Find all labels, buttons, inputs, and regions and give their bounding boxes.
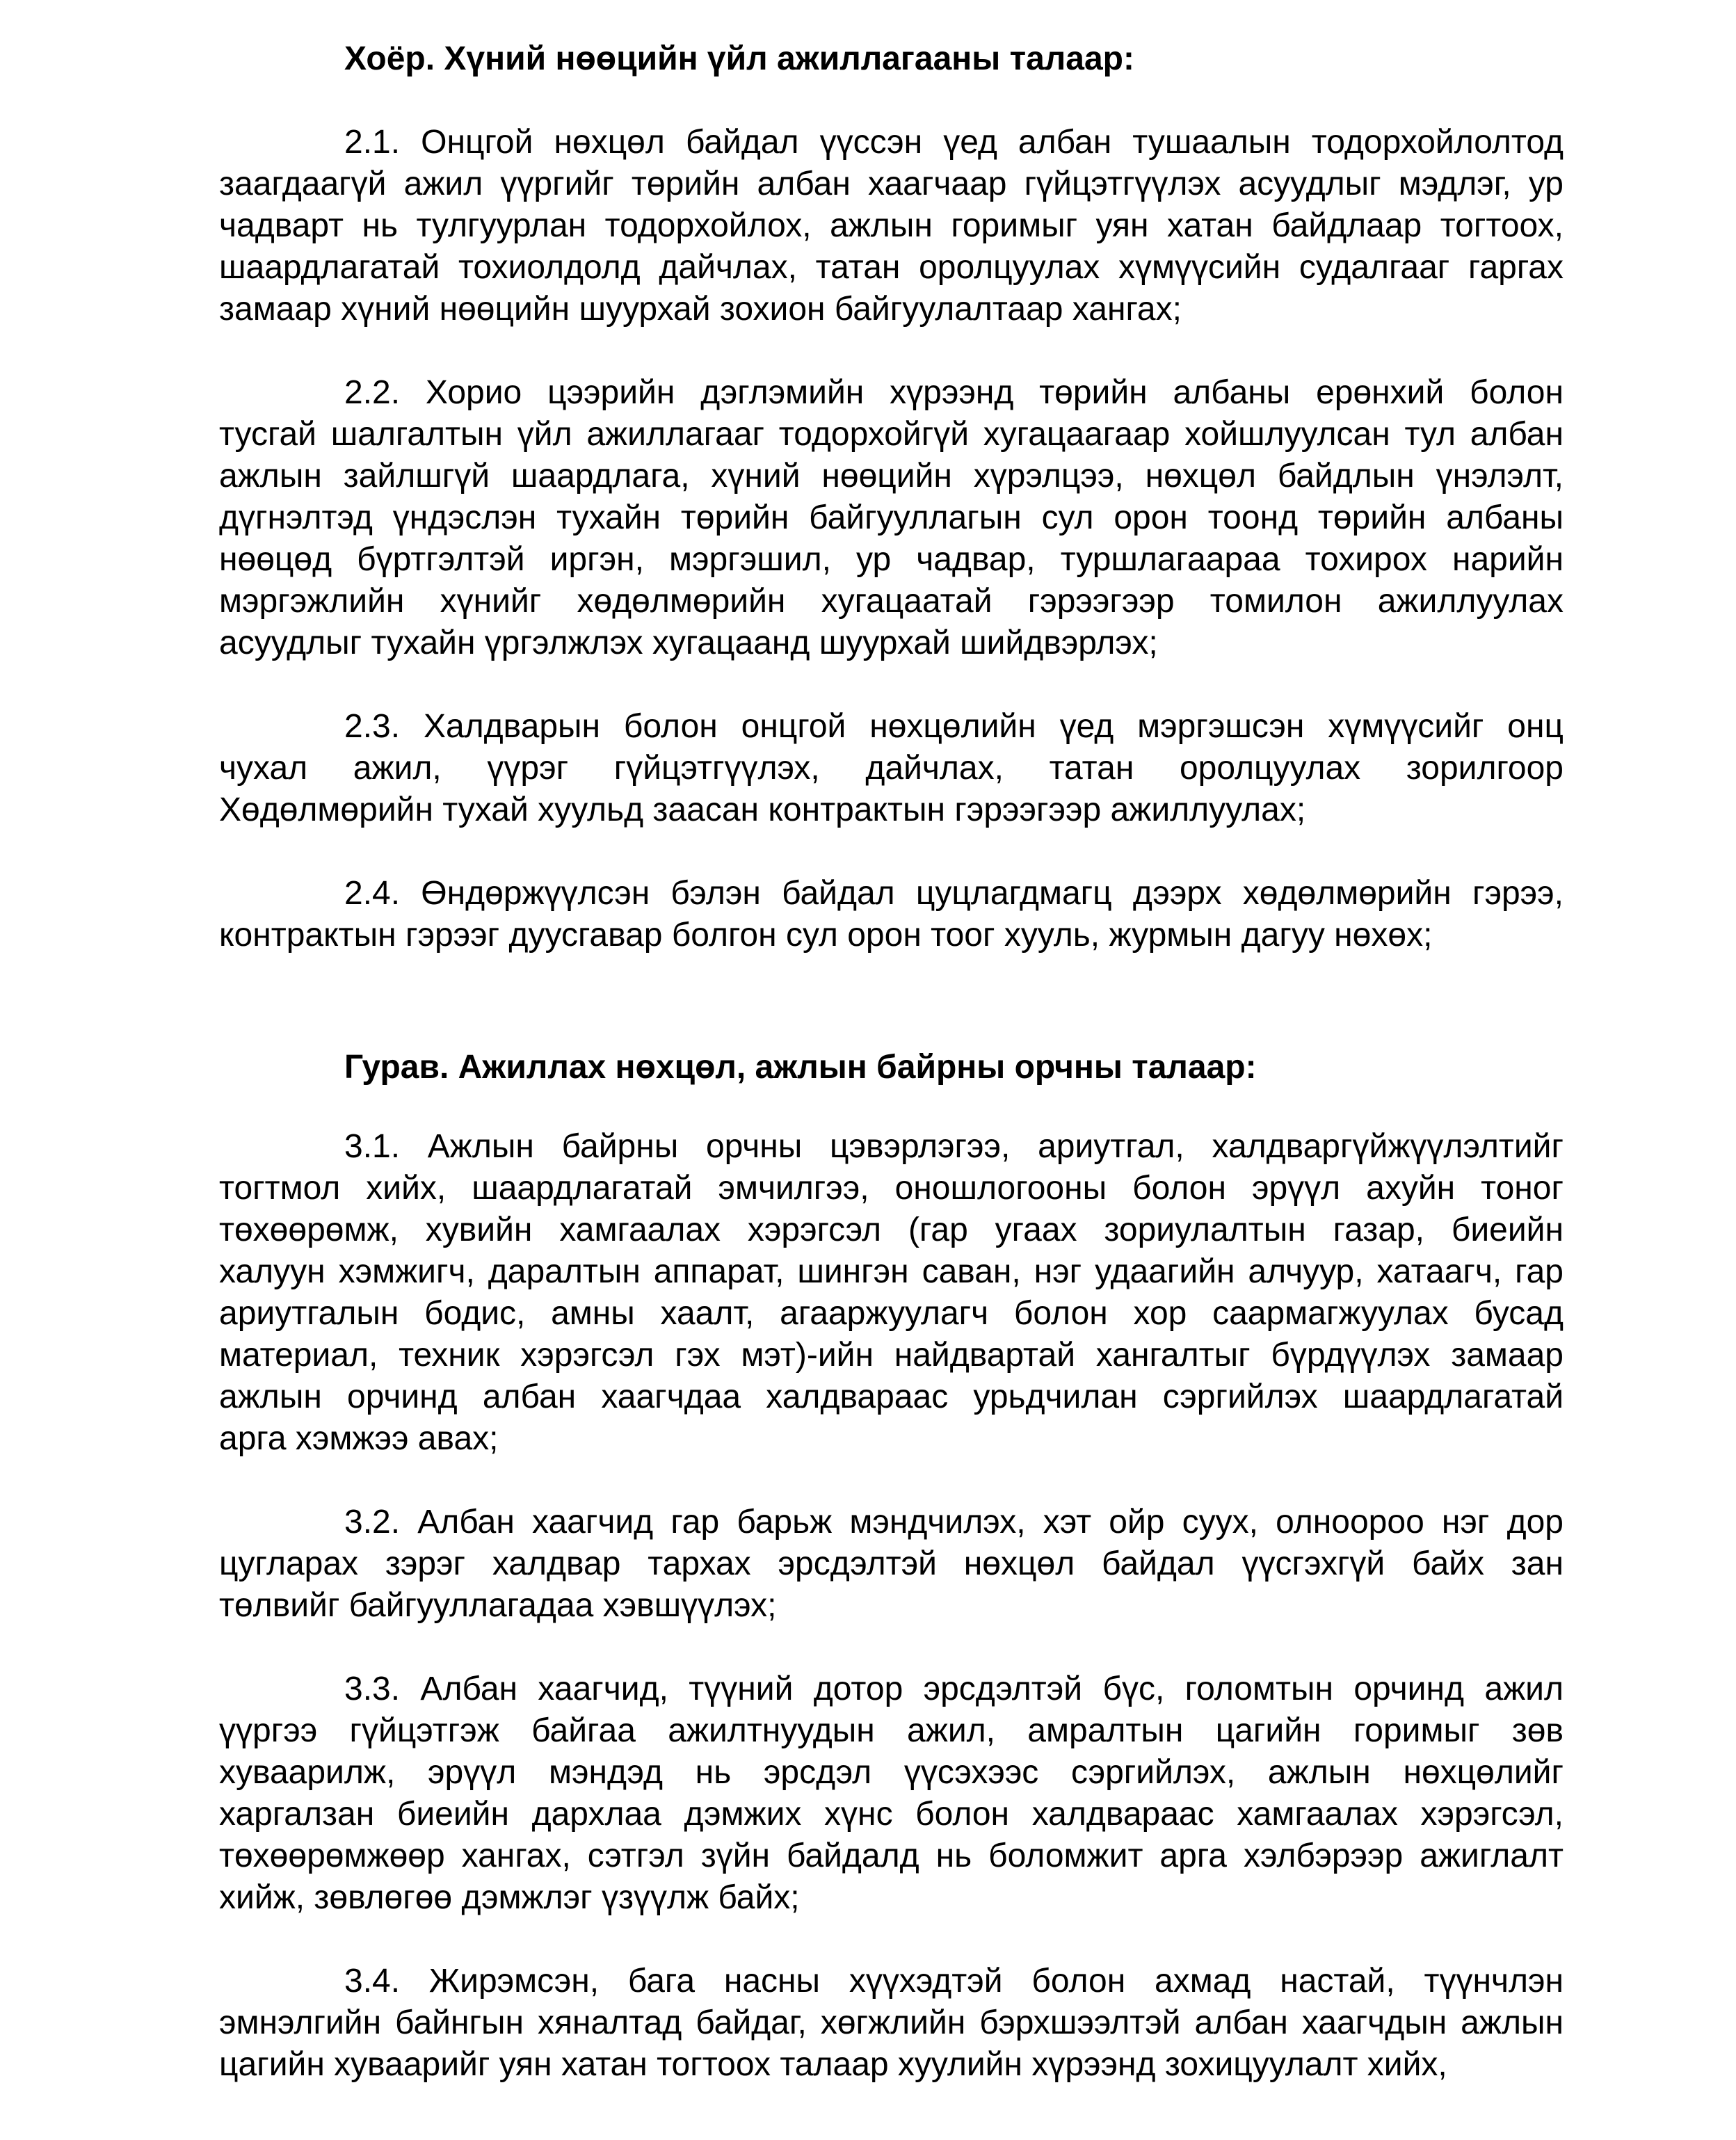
paragraph-line: төхөөрөмжөөр хангах, сэтгэл зүйн байдалд нь боломжит арга хэлбэрээр ажиглалт — [219, 1837, 1564, 1874]
section-two — [219, 0, 1564, 956]
section-heading: Хоёр. Хүний нөөцийн үйл ажиллагааны талаар: — [344, 40, 1134, 77]
paragraph-line: материал, техник хэрэгсэл гэх мэт)-ийн найдвартай хангалтыг бүрдүүлэх замаар — [219, 1337, 1564, 1374]
document-page — [219, 0, 1564, 2086]
paragraph-line: ариутгалын бодис, амны хаалт, агааржуулагч болон хор саармагжуулах бусад — [219, 1295, 1564, 1332]
paragraph-3-2 — [219, 1502, 1564, 1627]
paragraph-line: харгалзан биеийн дархлаа дэмжих хүнс болон халдвараас хамгаалах хэрэгсэл, — [219, 1796, 1564, 1833]
paragraph-3-1 — [219, 1126, 1564, 1460]
paragraph-line: 2.2. Хорио цээрийн дэглэмийн хүрээнд төрийн албаны ерөнхий болон — [344, 374, 1564, 411]
paragraph-2-3 — [219, 706, 1564, 831]
section-three — [219, 1047, 1564, 2086]
paragraph-line: замаар хүний нөөцийн шуурхай зохион байгуулалтаар хангах; — [219, 291, 1182, 328]
paragraph-line: хийж, зөвлөгөө дэмжлэг үзүүлж байх; — [219, 1879, 800, 1916]
paragraph-line: төлвийг байгууллагадаа хэвшүүлэх; — [219, 1587, 777, 1624]
paragraph-line: халуун хэмжигч, даралтын аппарат, шингэн саван, нэг удаагийн алчуур, хатаагч, гар — [219, 1253, 1564, 1290]
paragraph-line: чадварт нь тулгуурлан тодорхойлох, ажлын горимыг уян хатан байдлаар тогтоох, — [219, 207, 1564, 244]
top-margin — [219, 0, 1564, 38]
paragraph-line: цугларах зэрэг халдвар тархах эрсдэлтэй нөхцөл байдал үүсгэхгүй байх зан — [219, 1545, 1564, 1582]
paragraph-2-4 — [219, 873, 1564, 956]
paragraph-line: чухал ажил, үүрэг гүйцэтгүүлэх, дайчлах, татан оролцуулах зорилгоор — [219, 750, 1564, 787]
paragraph-line: 3.2. Албан хаагчид гар барьж мэндчилэх, хэт ойр суух, олноороо нэг дор — [344, 1504, 1564, 1540]
paragraph-line: дүгнэлтэд үндэслэн тухайн төрийн байгууллагын сул орон тоонд төрийн албаны — [219, 499, 1564, 536]
section-heading: Гурав. Ажиллах нөхцөл, ажлын байрны орчны талаар: — [344, 1049, 1257, 1086]
paragraph-2-1 — [219, 122, 1564, 330]
paragraph-line: үүргээ гүйцэтгэж байгаа ажилтнуудын ажил, амралтын цагийн горимыг зөв — [219, 1712, 1564, 1749]
paragraph-line: цагийн хуваарийг уян хатан тогтоох талаар хуулийн хүрээнд зохицуулалт хийх, — [219, 2046, 1447, 2083]
paragraph-line: ажлын орчинд албан хаагчдаа халдвараас урьдчилан сэргийлэх шаардлагатай — [219, 1378, 1564, 1415]
paragraph-line: эмнэлгийн байнгын хяналтад байдаг, хөгжлийн бэрхшээлтэй албан хаагчдын ажлын — [219, 2004, 1564, 2041]
paragraph-line: тусгай шалгалтын үйл ажиллагааг тодорхойгүй хугацаагаар хойшлуулсан тул албан — [219, 416, 1564, 453]
paragraph-line: ажлын зайлшгүй шаардлага, хүний нөөцийн хүрэлцээ, нөхцөл байдлын үнэлэлт, — [219, 458, 1564, 494]
paragraph-line: асуудлыг тухайн үргэлжлэх хугацаанд шуурхай шийдвэрлэх; — [219, 625, 1158, 661]
paragraph-line: заагдаагүй ажил үүргийг төрийн албан хаагчаар гүйцэтгүүлэх асуудлыг мэдлэг, ур — [219, 166, 1564, 202]
paragraph-line: 3.4. Жирэмсэн, бага насны хүүхэдтэй болон ахмад настай, түүнчлэн — [344, 1963, 1564, 2000]
paragraph-line: төхөөрөмж, хувийн хамгаалах хэрэгсэл (гар угаах зориулалтын газар, биеийн — [219, 1212, 1564, 1248]
paragraph-line: 3.3. Албан хаагчид, түүний дотор эрсдэлтэй бүс, голомтын орчинд ажил — [344, 1671, 1564, 1707]
paragraph-line: 3.1. Ажлын байрны орчны цэвэрлэгээ, ариутгал, халдваргүйжүүлэлтийг — [344, 1128, 1564, 1165]
paragraph-3-4 — [219, 1961, 1564, 2086]
paragraph-line: мэргэжлийн хүнийг хөдөлмөрийн хугацаатай гэрээгээр томилон ажиллуулах — [219, 583, 1564, 620]
paragraph-line: нөөцөд бүртгэлтэй иргэн, мэргэшил, ур чадвар, туршлагаараа тохирох нарийн — [219, 541, 1564, 578]
paragraph-line: арга хэмжээ авах; — [219, 1420, 499, 1457]
paragraph-line: 2.4. Өндөржүүлсэн бэлэн байдал цуцлагдмагц дээрх хөдөлмөрийн гэрээ, — [344, 875, 1564, 912]
paragraph-line: хуваарилж, эрүүл мэндэд нь эрсдэл үүсэхээс сэргийлэх, ажлын нөхцөлийг — [219, 1754, 1564, 1791]
paragraph-2-2 — [219, 372, 1564, 664]
paragraph-line: 2.1. Онцгой нөхцөл байдал үүссэн үед албан тушаалын тодорхойлолтод — [344, 124, 1564, 161]
paragraph-line: тогтмол хийх, шаардлагатай эмчилгээ, оношлогооны болон эрүүл ахуйн тоног — [219, 1170, 1564, 1207]
paragraph-3-3 — [219, 1668, 1564, 1919]
paragraph-line: 2.3. Халдварын болон онцгой нөхцөлийн үед мэргэшсэн хүмүүсийг онц — [344, 708, 1564, 745]
paragraph-line: шаардлагатай тохиолдолд дайчлах, татан оролцуулах хүмүүсийн судалгааг гаргах — [219, 249, 1564, 286]
paragraph-line: Хөдөлмөрийн тухай хуульд заасан контрактын гэрээгээр ажиллуулах; — [219, 791, 1306, 828]
paragraph-line: контрактын гэрээг дуусгавар болгон сул орон тоог хууль, журмын дагуу нөхөх; — [219, 917, 1433, 954]
